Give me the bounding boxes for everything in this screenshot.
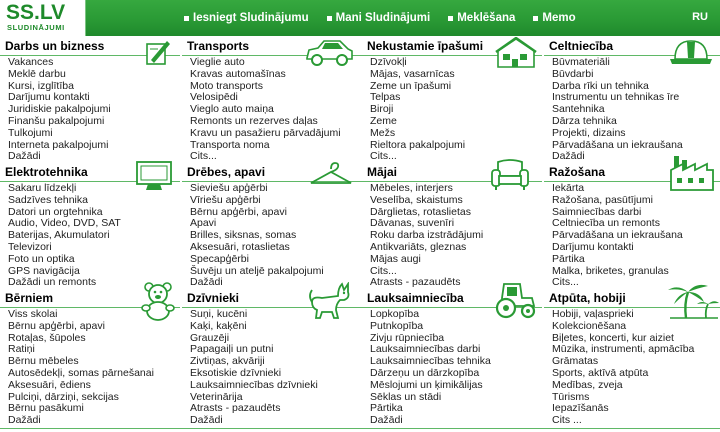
category-list	[190, 309, 318, 427]
nav-search[interactable]	[448, 12, 515, 24]
list-item[interactable]: Suņi, kucēni	[190, 308, 248, 320]
nav-memo[interactable]	[533, 12, 575, 24]
list-item[interactable]: Audio, Video, DVD, SAT	[8, 217, 121, 230]
category-title[interactable]: Darbs un bizness	[5, 39, 105, 53]
list-item[interactable]: Telpas	[370, 91, 401, 104]
category-list	[370, 309, 491, 427]
list-item[interactable]: Mājas, vasarnīcas	[370, 67, 455, 80]
list-item[interactable]: Biļetes, koncerti, kur aiziet	[552, 331, 674, 344]
list-item[interactable]: Aksesuāri, rotaslietas	[190, 240, 290, 253]
list-item[interactable]: Mēbeles, interjers	[370, 182, 453, 194]
list-item[interactable]: Cits...	[552, 276, 579, 289]
list-item[interactable]: Ratiņi	[8, 343, 35, 356]
list-item[interactable]: Cits ...	[552, 414, 582, 427]
list-item[interactable]: Šuvēju un ateljē pakalpojumi	[190, 264, 324, 277]
pencil-paper-icon	[145, 38, 171, 66]
list-item[interactable]: Dažādi	[190, 276, 223, 289]
list-item[interactable]: Darba rīki un tehnika	[552, 79, 649, 92]
list-item[interactable]: Pārtika	[552, 252, 585, 265]
list-item[interactable]: Vakances	[8, 56, 54, 68]
list-item[interactable]: Cits...	[370, 264, 397, 277]
category-title[interactable]: Dzīvnieki	[187, 291, 240, 305]
category-list	[370, 57, 465, 163]
list-item[interactable]: Instrumentu un tehnikas īre	[552, 91, 680, 104]
list-item[interactable]: Zeme	[370, 114, 397, 127]
bullet-icon	[448, 16, 453, 21]
list-item[interactable]: Dārglietas, rotaslietas	[370, 205, 471, 218]
list-item[interactable]: Papagaiļi un putni	[190, 343, 274, 356]
list-item[interactable]: Eksotiskie dzīvnieki	[190, 366, 282, 379]
list-item[interactable]: Biroji	[370, 103, 394, 116]
category-header	[182, 36, 362, 56]
category-header	[0, 162, 180, 182]
category-header	[362, 36, 542, 56]
list-item[interactable]: Foto un optika	[8, 252, 75, 265]
list-item[interactable]: Meklē darbu	[8, 67, 66, 80]
list-item[interactable]: Finanšu pakalpojumi	[8, 114, 105, 127]
list-item[interactable]: Kravu un pasažieru pārvadājumi	[190, 126, 341, 139]
list-item[interactable]: Pārvadāšana un iekraušana	[552, 229, 683, 242]
list-item[interactable]: Cits...	[190, 150, 217, 163]
list-item[interactable]: Iepazīšanās	[552, 402, 609, 415]
nav-label: Mani Sludinājumi	[335, 12, 431, 24]
bullet-icon	[533, 16, 538, 21]
list-item[interactable]: Sēklas un stādi	[370, 390, 442, 403]
category-title[interactable]: Mājai	[367, 165, 398, 179]
armchair-icon	[490, 158, 530, 192]
list-item[interactable]: Mūzika, instrumenti, apmācība	[552, 343, 695, 356]
list-item[interactable]: Zivju rūpniecība	[370, 331, 445, 344]
list-item[interactable]: Moto transports	[190, 79, 263, 92]
list-item[interactable]: Dārzeņu un dārzkopība	[370, 366, 480, 379]
list-item[interactable]: Bērnu apģērbi, apavi	[8, 319, 105, 332]
list-item[interactable]: Dažādi	[8, 150, 41, 163]
list-item[interactable]: Kaķi, kaķēni	[190, 319, 247, 332]
list-item[interactable]: Atrasts - pazaudēts	[370, 276, 461, 289]
list-item[interactable]: Mēslojumi un ķimikālijas	[370, 378, 483, 391]
list-item[interactable]: Saimniecības darbi	[552, 205, 642, 218]
list-item[interactable]: Mežs	[370, 126, 396, 139]
list-item[interactable]: Lauksaimniecības darbi	[370, 343, 481, 356]
list-item[interactable]: Dāvanas, suvenīri	[370, 217, 455, 230]
category-title[interactable]: Elektrotehnika	[5, 165, 88, 179]
list-item[interactable]: Būvmateriāli	[552, 56, 610, 68]
bullet-icon	[184, 16, 189, 21]
list-item[interactable]: Lauksaimniecības tehnika	[370, 355, 491, 368]
list-item[interactable]: Sieviešu apģērbi	[190, 182, 268, 194]
list-item[interactable]: Tūrisms	[552, 390, 590, 403]
list-item[interactable]: Rotaļas, šūpoles	[8, 331, 86, 344]
list-item[interactable]: Dažādi	[552, 150, 585, 163]
list-item[interactable]: Pārtika	[370, 402, 403, 415]
category-header	[0, 288, 180, 308]
list-item[interactable]: Malka, briketes, granulas	[552, 264, 669, 277]
list-item[interactable]: Aksesuāri, ēdiens	[8, 378, 91, 391]
nav-submit-ad[interactable]	[184, 12, 309, 24]
logo-subtitle: SLUDINĀJUMI	[7, 23, 65, 32]
category-list	[370, 183, 483, 289]
list-item[interactable]: Roku darba izstrādājumi	[370, 229, 484, 242]
category-title[interactable]: Drēbes, apavi	[187, 165, 266, 179]
list-item[interactable]: Darījumu kontakti	[552, 240, 634, 253]
category-header	[182, 162, 362, 182]
category-title[interactable]: Ražošana	[549, 165, 606, 179]
list-item[interactable]: Juridiskie pakalpojumi	[8, 103, 111, 116]
category-title[interactable]: Atpūta, hobiji	[549, 291, 626, 305]
category-title[interactable]: Celtniecība	[549, 39, 614, 53]
list-item[interactable]: Lopkopība	[370, 308, 420, 320]
list-item[interactable]: Grauzēji	[190, 331, 230, 344]
list-item[interactable]: Sports, aktīvā atpūta	[552, 366, 649, 379]
bullet-icon	[327, 16, 332, 21]
category-list	[552, 309, 694, 427]
list-item[interactable]: Hobiji, vaļasprieki	[552, 308, 634, 320]
list-item[interactable]: Vieglie auto	[190, 56, 245, 68]
list-item[interactable]: Interneta pakalpojumi	[8, 138, 109, 151]
list-item[interactable]: GPS navigācija	[8, 264, 80, 277]
list-item[interactable]: Medības, zveja	[552, 378, 623, 391]
list-item[interactable]: Mājas augi	[370, 252, 421, 265]
list-item[interactable]: Vieglo auto maiņa	[190, 103, 274, 116]
monitor-icon	[134, 160, 174, 192]
list-item[interactable]: Veselība, skaistums	[370, 193, 463, 206]
list-item[interactable]: Grāmatas	[552, 355, 599, 368]
site-logo[interactable]	[0, 0, 86, 36]
tractor-icon	[488, 280, 538, 320]
category-title[interactable]: Bērniem	[5, 291, 54, 305]
list-item[interactable]: Ražošana, pasūtījumi	[552, 193, 653, 206]
list-item[interactable]: Transporta noma	[190, 138, 270, 151]
category-header	[362, 288, 542, 308]
category-title[interactable]: Nekustamie īpašumi	[367, 39, 484, 53]
list-item[interactable]: Bērnu apģērbi, apavi	[190, 205, 287, 218]
list-item[interactable]: Zeme un īpašumi	[370, 79, 452, 92]
list-item[interactable]: Brilles, siksnas, somas	[190, 229, 297, 242]
nav-my-ads[interactable]	[327, 12, 431, 24]
list-item[interactable]: Putnkopība	[370, 319, 424, 332]
nav-label: Memo	[542, 12, 576, 24]
category-list	[552, 183, 683, 289]
list-item[interactable]: Tulkojumi	[8, 126, 53, 139]
list-item[interactable]: Darījumu kontakti	[8, 91, 90, 104]
list-item[interactable]: Autosēdekļi, somas pārnešanai	[8, 366, 154, 379]
list-item[interactable]: Atrasts - pazaudēts	[190, 402, 281, 415]
category-header	[544, 288, 720, 308]
list-item[interactable]: Antikvariāts, gleznas	[370, 240, 467, 253]
language-switch[interactable]: RU	[692, 11, 708, 23]
category-list	[8, 57, 111, 163]
list-item[interactable]: Celtniecība un remonts	[552, 217, 660, 230]
list-item[interactable]: Dažādi	[8, 414, 41, 427]
list-item[interactable]: Velosipēdi	[190, 91, 238, 104]
list-item[interactable]: Apavi	[190, 217, 217, 230]
list-item[interactable]: Santehnika	[552, 103, 605, 116]
bottom-divider	[0, 428, 720, 429]
category-list	[190, 57, 341, 163]
list-item[interactable]: Būvdarbi	[552, 67, 594, 80]
list-item[interactable]: Projekti, dizains	[552, 126, 626, 139]
list-item[interactable]: Datori un orgtehnika	[8, 205, 103, 218]
nav-label: Iesniegt Sludinājumu	[193, 12, 309, 24]
list-item[interactable]: Dažādi	[190, 414, 223, 427]
list-item[interactable]: Kursi, izglītība	[8, 79, 74, 92]
list-item[interactable]: Bērnu mēbeles	[8, 355, 79, 368]
category-header	[362, 162, 542, 182]
list-item[interactable]: Kolekcionēšana	[552, 319, 627, 332]
list-item[interactable]: Iekārta	[552, 182, 585, 194]
category-header	[544, 36, 720, 56]
list-item[interactable]: Dzīvokļi	[370, 56, 407, 68]
category-title[interactable]: Lauksaimniecība	[367, 291, 464, 305]
list-item[interactable]: Pulciņi, dārziņi, sekcijas	[8, 390, 119, 403]
category-list	[8, 309, 154, 427]
nav-label: Meklēšana	[457, 12, 516, 24]
list-item[interactable]: Sakaru līdzekļi	[8, 182, 77, 194]
list-item[interactable]: Cits...	[370, 150, 397, 163]
list-item[interactable]: Zivtiņas, akvāriji	[190, 355, 265, 368]
list-item[interactable]: Televizori	[8, 240, 52, 253]
list-item[interactable]: Baterijas, Akumulatori	[8, 229, 110, 242]
list-item[interactable]: Rieltora pakalpojumi	[370, 138, 466, 151]
list-item[interactable]: Veterinārija	[190, 390, 243, 403]
house-icon	[494, 37, 538, 69]
list-item[interactable]: Dažādi	[370, 414, 403, 427]
category-list	[8, 183, 121, 289]
category-header	[0, 36, 180, 56]
category-list	[190, 183, 324, 289]
list-item[interactable]: Viss skolai	[8, 308, 58, 320]
main-nav	[184, 0, 594, 36]
list-item[interactable]: Remonts un rezerves daļas	[190, 114, 318, 127]
logo-text: SS.LV	[6, 1, 66, 24]
list-item[interactable]: Lauksaimniecības dzīvnieki	[190, 378, 318, 391]
list-item[interactable]: Pārvadāšana un iekraušana	[552, 138, 683, 151]
list-item[interactable]: Kravas automašīnas	[190, 67, 286, 80]
category-list	[552, 57, 683, 163]
list-item[interactable]: Dārza tehnika	[552, 114, 617, 127]
category-title[interactable]: Transports	[187, 39, 250, 53]
list-item[interactable]: Bērnu pasākumi	[8, 402, 84, 415]
list-item[interactable]: Sadzīves tehnika	[8, 193, 88, 206]
category-header	[182, 288, 362, 308]
category-header	[544, 162, 720, 182]
list-item[interactable]: Specapģērbi	[190, 252, 249, 265]
list-item[interactable]: Dažādi un remonts	[8, 276, 97, 289]
top-navigation-bar	[0, 0, 720, 36]
list-item[interactable]: Vīriešu apģērbi	[190, 193, 261, 206]
